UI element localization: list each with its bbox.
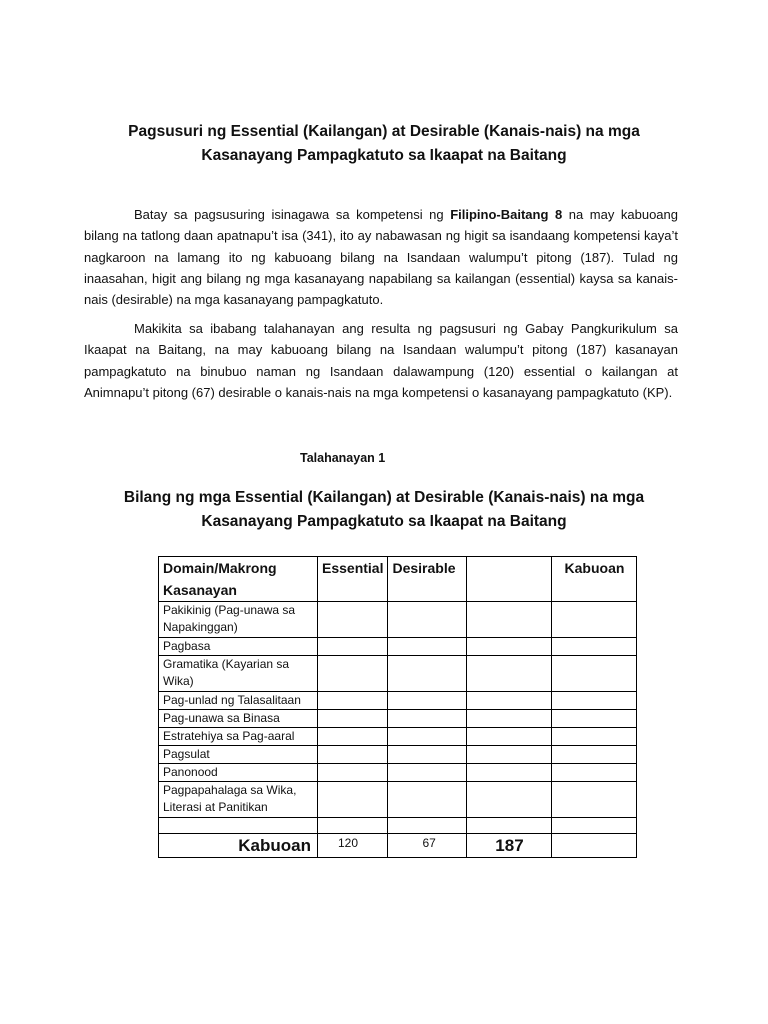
- essential-cell: [318, 638, 388, 656]
- blank-cell: [467, 728, 552, 746]
- kabuoan-cell: [552, 656, 637, 692]
- kabuoan-cell: [552, 728, 637, 746]
- kabuoan-cell: [552, 818, 637, 834]
- table-row: [159, 692, 637, 710]
- kabuoan-cell: [552, 692, 637, 710]
- table-row: [159, 602, 637, 638]
- total-overall: 187: [467, 834, 552, 858]
- header-kabuoan: Kabuoan: [552, 557, 637, 602]
- document-title-line-2: Kasanayang Pampagkatuto sa Ikaapat na Baitang: [201, 147, 567, 164]
- blank-cell: [467, 764, 552, 782]
- domain-cell: Estratehiya sa Pag-aaral: [159, 728, 318, 746]
- desirable-cell: [388, 692, 467, 710]
- table-row: [159, 782, 637, 818]
- paragraph-1-rest: na may kabuoang bilang na tatlong daan apatnapu’t isa (341), ito ay nabawasan ng higit sa isandaang kompetensi kaya’t nagkaroon na lamang ito ng kabuoang bilang na Isandaan walumpu’t pitong (187). Tulad ng inaasahan, higit ang bilang ng mga kasanayang napabilang sa kailangan (essential) kaysa sa kanais-nais (desirable) na mga kasanayang pampagkatuto.: [84, 207, 678, 308]
- paragraph-1-start: Batay sa pagsusuring isinagawa sa kompetensi ng: [134, 207, 451, 222]
- desirable-cell: [388, 710, 467, 728]
- table-row: [159, 638, 637, 656]
- table-title: [60, 486, 708, 534]
- table-label: Talahanayan 1: [300, 451, 386, 465]
- kabuoan-cell: [552, 746, 637, 764]
- desirable-cell: [388, 638, 467, 656]
- document-title-line-1: Pagsusuri ng Essential (Kailangan) at Desirable (Kanais-nais) na mga: [128, 123, 640, 140]
- domain-cell: Pagbasa: [159, 638, 318, 656]
- domain-cell: Pag-unawa sa Binasa: [159, 710, 318, 728]
- kabuoan-cell: [552, 602, 637, 638]
- header-domain: Domain/Makrong Kasanayan: [159, 557, 318, 602]
- table-header-row: [159, 557, 637, 602]
- header-blank: [467, 557, 552, 602]
- table-row: [159, 656, 637, 692]
- domain-cell: [159, 818, 318, 834]
- table-row: [159, 818, 637, 834]
- desirable-cell: [388, 782, 467, 818]
- blank-cell: [467, 692, 552, 710]
- desirable-cell: [388, 746, 467, 764]
- kabuoan-cell: [552, 782, 637, 818]
- competency-table: [158, 556, 637, 858]
- domain-cell: Pagsulat: [159, 746, 318, 764]
- essential-cell: [318, 818, 388, 834]
- blank-cell: [467, 818, 552, 834]
- blank-cell: [467, 656, 552, 692]
- kabuoan-cell: [552, 638, 637, 656]
- total-row: [159, 834, 637, 858]
- essential-cell: [318, 728, 388, 746]
- paragraph-1-bold: Filipino-Baitang 8: [450, 207, 563, 222]
- table-title-line-1: Bilang ng mga Essential (Kailangan) at Desirable (Kanais-nais) na mga: [123, 489, 645, 506]
- domain-cell: Panonood: [159, 764, 318, 782]
- table-title-line-2: Kasanayang Pampagkatuto sa Ikaapat na Baitang: [201, 513, 567, 530]
- total-desirable: 67: [388, 834, 467, 858]
- table-row: [159, 746, 637, 764]
- header-essential: Essential: [318, 557, 388, 602]
- domain-cell: Pakikinig (Pag-unawa sa Napakinggan): [159, 602, 318, 638]
- table-row: [159, 710, 637, 728]
- desirable-cell: [388, 818, 467, 834]
- blank-cell: [467, 782, 552, 818]
- desirable-cell: [388, 602, 467, 638]
- paragraph-2-text: Makikita sa ibabang talahanayan ang resulta ng pagsusuri ng Gabay Pangkurikulum sa Ikaapat na Baitang, na may kabuoang bilang na Isandaan walumpu’t pitong (187) kasanayan pampagkatuto na binubuo naman ng Isandaan dalawampung (120) essential o kailangan at Animnapu’t pitong (67) desirable o kanais-nais na mga kompetensi o kasanayang pampagkatuto (KP).: [84, 321, 678, 400]
- header-desirable: Desirable: [388, 557, 467, 602]
- essential-cell: [318, 656, 388, 692]
- paragraph-1: [84, 204, 678, 310]
- table-row: [159, 728, 637, 746]
- essential-cell: [318, 764, 388, 782]
- document-title: [60, 120, 708, 168]
- total-kabuoan: [552, 834, 637, 858]
- blank-cell: [467, 602, 552, 638]
- essential-cell: [318, 746, 388, 764]
- essential-cell: [318, 710, 388, 728]
- paragraph-2: [84, 318, 678, 403]
- domain-cell: Gramatika (Kayarian sa Wika): [159, 656, 318, 692]
- essential-cell: [318, 692, 388, 710]
- total-label: Kabuoan: [159, 834, 318, 858]
- desirable-cell: [388, 656, 467, 692]
- desirable-cell: [388, 764, 467, 782]
- blank-cell: [467, 638, 552, 656]
- domain-cell: Pagpapahalaga sa Wika, Literasi at Panitikan: [159, 782, 318, 818]
- desirable-cell: [388, 728, 467, 746]
- table-row: [159, 764, 637, 782]
- blank-cell: [467, 746, 552, 764]
- kabuoan-cell: [552, 710, 637, 728]
- kabuoan-cell: [552, 764, 637, 782]
- total-essential: 120: [318, 834, 388, 858]
- domain-cell: Pag-unlad ng Talasalitaan: [159, 692, 318, 710]
- essential-cell: [318, 782, 388, 818]
- essential-cell: [318, 602, 388, 638]
- blank-cell: [467, 710, 552, 728]
